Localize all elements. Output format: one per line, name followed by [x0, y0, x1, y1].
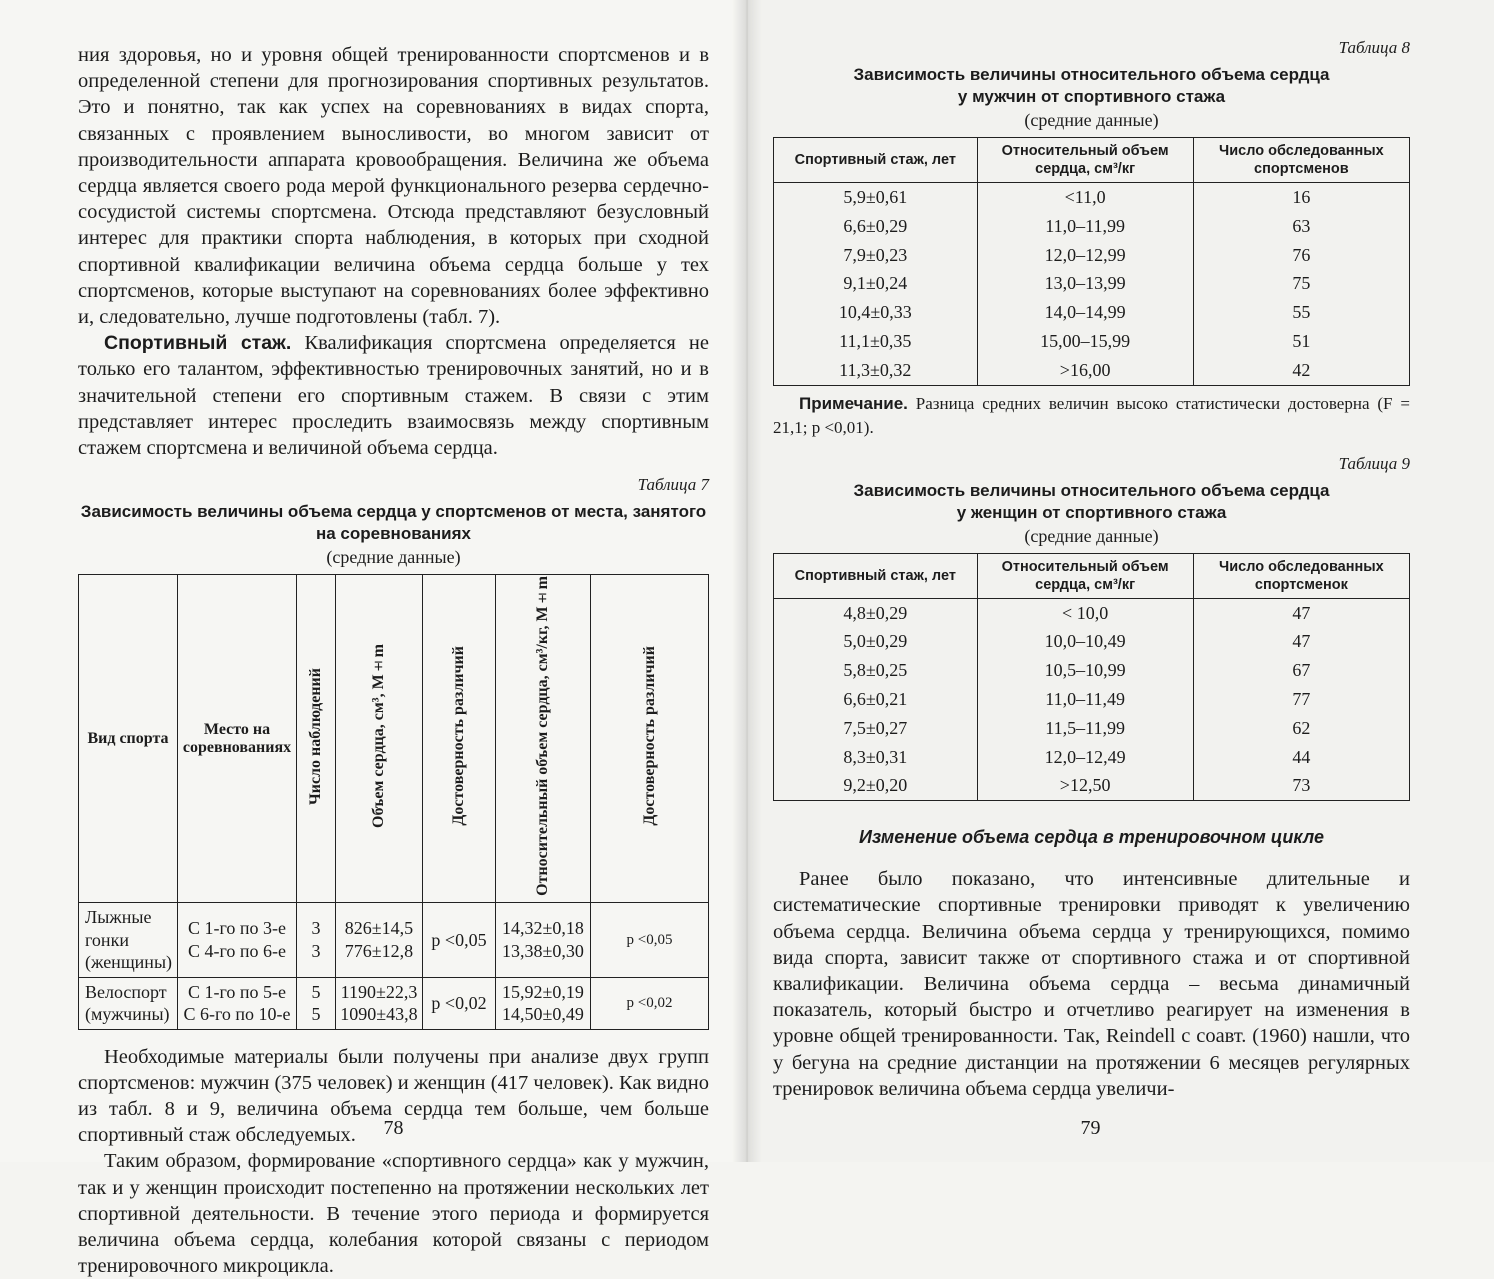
- table-8: [773, 137, 1410, 386]
- table-cell: 75: [1193, 269, 1409, 298]
- table-row: [774, 685, 1410, 714]
- table-cell: 14,32±0,18 13,38±0,30: [496, 903, 591, 978]
- column-header: Спортивный стаж, лет: [774, 138, 978, 183]
- note-label: Примечание.: [799, 393, 908, 413]
- paragraph: ния здоровья, но и уровня общей тренированности спортсменов и в определенной степени для прогнозирования спортивных результатов. Это и понятно, так как успех на соревнованиях в видах спорта, связанных с проявлением выносливости, во многом зависит от производительности аппарата кровообращения. Величина же объема сердца является своего рода мерой функционального резерва сердечно-сосудистой системы спортсмена. Отсюда представляют безусловный интерес для практики спорта наблюдения, в которых при сходной спортивной квалификации величина объема сердца больше у тех спортсменов, которые выступают на соревнованиях более эффективно и, следовательно, лучше подготовлены (табл. 7).: [78, 44, 709, 329]
- table-cell: 73: [1193, 771, 1409, 800]
- table-cell: 5,0±0,29: [774, 627, 978, 656]
- table-row: [774, 771, 1410, 800]
- table-cell: 55: [1193, 298, 1409, 327]
- table-label: Таблица 9: [1338, 453, 1410, 473]
- table-cell: 12,0–12,99: [977, 241, 1193, 270]
- table-row: [774, 327, 1410, 356]
- column-header: Достоверность различий: [591, 575, 709, 903]
- table-row: [79, 977, 709, 1029]
- table-title: Зависимость величины относительного объема сердца у мужчин от спортивного стажа: [853, 65, 1330, 106]
- table-cell: 11,0–11,49: [977, 685, 1193, 714]
- page-number: 78: [383, 1117, 404, 1139]
- table-cell: 77: [1193, 685, 1409, 714]
- table-row: [774, 183, 1410, 212]
- right-page: [747, 0, 1494, 1162]
- column-header: Относительный объем сердца, см³/кг, M±m: [496, 575, 591, 903]
- table-cell: 63: [1193, 212, 1409, 241]
- page-number: 79: [1080, 1117, 1101, 1139]
- table-cell: 7,9±0,23: [774, 241, 978, 270]
- table-cell: 10,5–10,99: [977, 656, 1193, 685]
- table-row: [774, 714, 1410, 743]
- column-header: Объем сердца, см³, M±m: [336, 575, 423, 903]
- table-row: [79, 903, 709, 978]
- table-row: [774, 269, 1410, 298]
- table-cell: 11,5–11,99: [977, 714, 1193, 743]
- table-cell: 8,3±0,31: [774, 743, 978, 772]
- table-cell: 9,1±0,24: [774, 269, 978, 298]
- table-row: [774, 627, 1410, 656]
- table-cell: 5,9±0,61: [774, 183, 978, 212]
- column-header: Относительный объем сердца, см³/кг: [977, 553, 1193, 598]
- table-cell: p <0,02: [591, 977, 709, 1029]
- table-subtitle: (средние данные): [1024, 525, 1159, 546]
- table-cell: 15,00–15,99: [977, 327, 1193, 356]
- column-header: Относительный объем сердца, см³/кг: [977, 138, 1193, 183]
- paragraph: Ранее было показано, что интенсивные длительные и систематические спортивные тренировки приводят к увеличению объема сердца. Величина объема сердца у тренирующихся, помимо вида спорта, зависит также от спортивного стажа и от спортивной квалификации. Величина объема сердца – весьма динамичный показатель, который быстро и отчетливо реагирует на изменения в уровне общей тренированности. Так, Reindell с соавт. (1960) нашли, что у бегуна на средние дистанции на протяжении 6 месяцев регулярных тренировок величина объема сердца увеличи-: [773, 868, 1410, 1100]
- column-header: Вид спорта: [79, 575, 178, 903]
- table-cell: 6,6±0,21: [774, 685, 978, 714]
- table-cell: 12,0–12,49: [977, 743, 1193, 772]
- table-label: Таблица 8: [1338, 38, 1410, 57]
- table-row: [774, 656, 1410, 685]
- table-cell: 11,1±0,35: [774, 327, 978, 356]
- table-row: [774, 298, 1410, 327]
- table-row: [774, 356, 1410, 385]
- table-cell: 826±14,5 776±12,8: [336, 903, 423, 978]
- table-cell: 4,8±0,29: [774, 598, 978, 627]
- table-row: [774, 241, 1410, 270]
- table-subtitle: (средние данные): [326, 547, 461, 568]
- table-cell: 42: [1193, 356, 1409, 385]
- table-cell: 10,4±0,33: [774, 298, 978, 327]
- left-page: [0, 0, 747, 1278]
- note-text: Разница средних величин высоко статистически достоверна (F = 21,1; p <0,01).: [773, 393, 1410, 437]
- table-cell: 5,8±0,25: [774, 656, 978, 685]
- table-cell: >16,00: [977, 356, 1193, 385]
- table-title: Зависимость величины объема сердца у спортсменов от места, занятого на соревнованиях: [80, 502, 707, 544]
- table-cell: 44: [1193, 743, 1409, 772]
- table-cell: 10,0–10,49: [977, 627, 1193, 656]
- table-cell: 9,2±0,20: [774, 771, 978, 800]
- table-9: [773, 553, 1410, 802]
- table-cell: 76: [1193, 241, 1409, 270]
- paragraph: Таким образом, формирование «спортивного сердца» как у мужчин, так и у женщин происходит постепенно на протяжении нескольких лет спортивной деятельности. В течение этого периода и формируется величина объема сердца, колебания которой связаны с периодом тренировочного микроцикла.: [78, 1150, 709, 1278]
- table-cell: 11,3±0,32: [774, 356, 978, 385]
- section-heading: Изменение объема сердца в тренировочном цикле: [859, 827, 1324, 848]
- table-cell: С 1-го по 3-е С 4-го по 6-е: [178, 903, 297, 978]
- table-cell: p <0,05: [423, 903, 496, 978]
- table-cell: >12,50: [977, 771, 1193, 800]
- table-cell: p <0,05: [591, 903, 709, 978]
- table-cell: 47: [1193, 627, 1409, 656]
- table-cell: 11,0–11,99: [977, 212, 1193, 241]
- table-cell: 1190±22,3 1090±43,8: [336, 977, 423, 1029]
- table-cell: <11,0: [977, 183, 1193, 212]
- column-header: Место на соревнованиях: [178, 575, 297, 903]
- column-header: Число наблюдений: [297, 575, 336, 903]
- column-header: Достоверность различий: [423, 575, 496, 903]
- book-gutter-shadow: [732, 0, 762, 1162]
- table-cell: 5 5: [297, 977, 336, 1029]
- column-header: Число обследованных спортсменок: [1193, 553, 1409, 598]
- table-subtitle: (средние данные): [1024, 110, 1159, 130]
- table-cell: 14,0–14,99: [977, 298, 1193, 327]
- table-cell: 47: [1193, 598, 1409, 627]
- table-cell: 7,5±0,27: [774, 714, 978, 743]
- table-7: [78, 574, 709, 1029]
- table-cell: 51: [1193, 327, 1409, 356]
- table-label: Таблица 7: [637, 475, 709, 495]
- paragraph-text: Квалификация спортсмена определяется не только его талантом, эффективностью тренировочных занятий, но и в значительной степени его спортивным стажем. В связи с этим представляет интерес проследить взаимосвязь между спортивным стажем спортсмена и величиной объема сердца.: [78, 332, 710, 460]
- run-in-heading: Спортивный стаж.: [104, 332, 292, 355]
- table-cell: Лыжные гонки (женщины): [79, 903, 178, 978]
- table-row: [774, 212, 1410, 241]
- table-cell: 67: [1193, 656, 1409, 685]
- table-cell: Велоспорт (мужчины): [79, 977, 178, 1029]
- table-cell: 6,6±0,29: [774, 212, 978, 241]
- table-cell: p <0,02: [423, 977, 496, 1029]
- table-row: [774, 598, 1410, 627]
- table-title: Зависимость величины относительного объема сердца у женщин от спортивного стажа: [853, 480, 1330, 522]
- table-cell: < 10,0: [977, 598, 1193, 627]
- table-cell: 15,92±0,19 14,50±0,49: [496, 977, 591, 1029]
- table-cell: 13,0–13,99: [977, 269, 1193, 298]
- table-cell: 62: [1193, 714, 1409, 743]
- column-header: Число обследованных спортсменов: [1193, 138, 1409, 183]
- paragraph: [78, 330, 709, 461]
- paragraph: Необходимые материалы были получены при анализе двух групп спортсменов: мужчин (375 человек) и женщин (417 человек). Как видно из табл. 8 и 9, величина объема сердца тем больше, чем больше спортивный стаж обследуемых.: [78, 1045, 709, 1147]
- column-header: Спортивный стаж, лет: [774, 553, 978, 598]
- table-cell: 3 3: [297, 903, 336, 978]
- table-cell: С 1-го по 5-е С 6-го по 10-е: [178, 977, 297, 1029]
- table-row: [774, 743, 1410, 772]
- table-cell: 16: [1193, 183, 1409, 212]
- table-note: [773, 392, 1410, 440]
